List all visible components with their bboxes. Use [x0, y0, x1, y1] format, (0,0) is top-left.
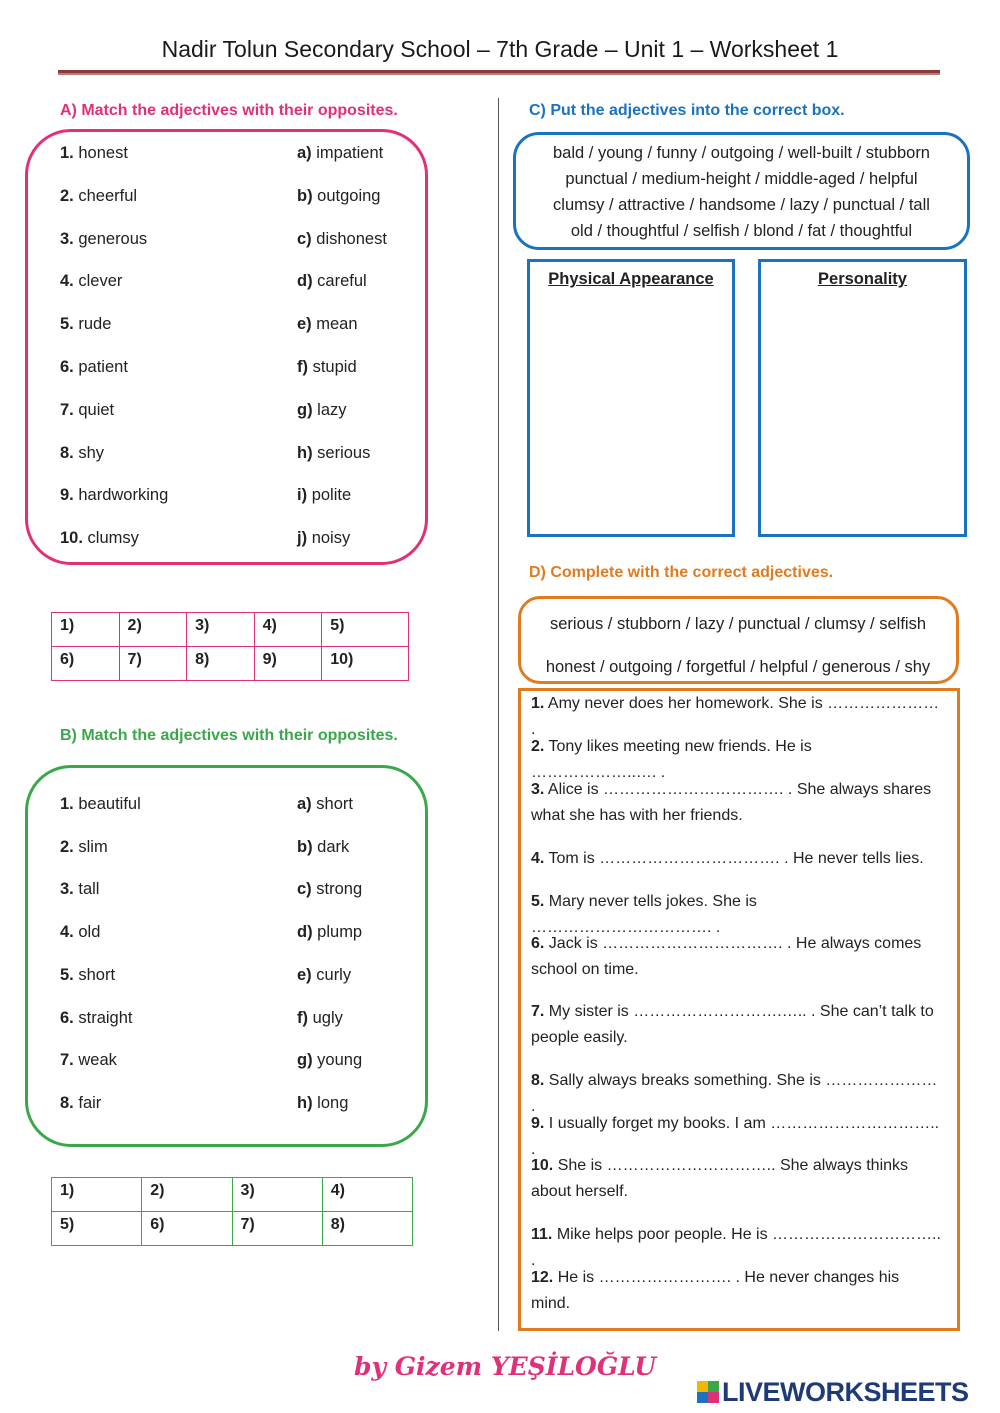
liveworksheets-logo-icon	[697, 1381, 719, 1403]
left-word: 6. patient	[60, 358, 128, 376]
left-word: 8. fair	[60, 1093, 102, 1112]
word-bank-line: honest / outgoing / forgetful / helpful / generous / shy	[545, 658, 931, 676]
right-word: j) noisy	[297, 529, 351, 548]
sentence-item[interactable]: 2. Tony likes meeting new friends. He is ………………..…. .	[531, 738, 812, 781]
answer-cell[interactable]: 5)	[52, 1212, 142, 1246]
column-divider	[498, 98, 499, 1331]
sentence-item[interactable]: 7. My sister is ……………………….….. . She can’t talk to people easily.	[531, 1003, 934, 1046]
section-b-heading: B) Match the adjectives with their opposites.	[60, 727, 398, 744]
left-word: 3. tall	[60, 880, 100, 899]
physical-appearance-title: Physical Appearance	[548, 270, 714, 288]
section-b-box	[25, 765, 428, 1147]
left-word: 4. old	[60, 923, 101, 942]
left-word: 6. straight	[60, 1008, 133, 1027]
liveworksheets-logo-text: LIVEWORKSHEETS	[722, 1376, 969, 1407]
sentence-item[interactable]: 11. Mike helps poor people. He is ………………………….. .	[531, 1226, 941, 1269]
right-word: e) mean	[297, 315, 358, 334]
word-bank-line: bald / young / funny / outgoing / well-built / stubborn	[553, 144, 930, 162]
answer-cell[interactable]: 1)	[52, 1178, 142, 1212]
personality-title: Personality	[818, 270, 907, 288]
right-word: a) impatient	[297, 144, 384, 162]
sentence-item[interactable]: 5. Mary never tells jokes. She is ……………………………. .	[531, 893, 757, 936]
answer-cell[interactable]: 8)	[322, 1212, 412, 1246]
section-a-answer-grid	[51, 612, 409, 681]
sentence-item[interactable]: 1. Amy never does her homework. She is ………………… .	[531, 695, 940, 738]
right-word: g) young	[297, 1051, 363, 1070]
section-d-heading: D) Complete with the correct adjectives.	[529, 564, 834, 581]
section-b-answer-grid	[51, 1177, 413, 1246]
answer-cell[interactable]: 7)	[232, 1212, 322, 1246]
left-word: 1. beautiful	[60, 795, 141, 813]
worksheet-title: Nadir Tolun Secondary School – 7th Grade – Unit 1 – Worksheet 1	[161, 36, 839, 62]
right-word: f) stupid	[297, 358, 357, 376]
right-word: h) long	[297, 1093, 349, 1112]
answer-cell[interactable]: 2)	[119, 613, 187, 647]
right-word: g) lazy	[297, 400, 347, 419]
sentence-item[interactable]: 10. She is ………………………….. She always thinks about herself.	[531, 1157, 909, 1200]
left-word: 10. clumsy	[60, 529, 139, 548]
answer-cell[interactable]: 9)	[254, 647, 322, 681]
left-word: 5. short	[60, 965, 116, 984]
sentence-item[interactable]: 8. Sally always breaks something. She is ………………… .	[531, 1072, 938, 1115]
title-divider	[58, 70, 940, 75]
answer-cell[interactable]: 10)	[322, 647, 409, 681]
section-a-heading: A) Match the adjectives with their opposites.	[60, 102, 398, 119]
left-word: 2. cheerful	[60, 186, 138, 205]
answer-cell[interactable]: 4)	[322, 1178, 412, 1212]
sentence-item[interactable]: 12. He is ……………………. . He never changes his mind.	[531, 1269, 900, 1312]
answer-cell[interactable]: 6)	[142, 1212, 232, 1246]
sentence-item[interactable]: 4. Tom is ……………………………. . He never tells lies.	[531, 850, 924, 867]
answer-cell[interactable]: 7)	[119, 647, 187, 681]
sentence-item[interactable]: 6. Jack is ……………………………. . He always comes school on time.	[531, 935, 922, 978]
section-d-word-bank	[520, 603, 956, 689]
answer-cell[interactable]: 4)	[254, 613, 322, 647]
author-signature: by Gizem YEŞİLOĞLU	[354, 1352, 657, 1381]
right-word: c) dishonest	[297, 229, 387, 248]
answer-cell[interactable]: 8)	[187, 647, 255, 681]
answer-cell[interactable]: 1)	[52, 613, 120, 647]
right-word: b) dark	[297, 837, 350, 856]
liveworksheets-logo[interactable]	[697, 1378, 969, 1406]
personality-box[interactable]	[758, 259, 967, 537]
left-word: 3. generous	[60, 229, 148, 248]
right-word: b) outgoing	[297, 186, 381, 205]
right-word: e) curly	[297, 965, 352, 984]
word-bank-line: serious / stubborn / lazy / punctual / clumsy / selfish	[550, 615, 926, 633]
right-word: a) short	[297, 795, 353, 813]
right-word: f) ugly	[297, 1008, 343, 1027]
physical-appearance-box[interactable]	[527, 259, 735, 537]
sentence-item[interactable]: 3. Alice is ……………………………. . She always shares what she has with her friends.	[531, 781, 932, 824]
answer-cell[interactable]: 3)	[232, 1178, 322, 1212]
answer-cell[interactable]: 6)	[52, 647, 120, 681]
sentence-item[interactable]: 9. I usually forget my books. I am ………………………….. .	[531, 1115, 940, 1158]
right-word: c) strong	[297, 880, 363, 899]
left-word: 1. honest	[60, 144, 128, 162]
left-word: 8. shy	[60, 443, 105, 462]
right-word: d) plump	[297, 923, 363, 942]
left-word: 5. rude	[60, 315, 112, 334]
left-word: 4. clever	[60, 272, 123, 291]
word-bank-line: clumsy / attractive / handsome / lazy / punctual / tall	[553, 196, 930, 214]
answer-cell[interactable]: 3)	[187, 613, 255, 647]
section-d-sentences-box	[518, 688, 960, 1331]
right-word: h) serious	[297, 443, 371, 462]
section-c-word-bank	[516, 140, 967, 244]
answer-cell[interactable]: 2)	[142, 1178, 232, 1212]
right-word: i) polite	[297, 486, 352, 505]
left-word: 7. weak	[60, 1051, 117, 1070]
word-bank-line: old / thoughtful / selfish / blond / fat / thoughtful	[570, 222, 913, 240]
word-bank-line: punctual / medium-height / middle-aged / helpful	[565, 170, 918, 188]
left-word: 7. quiet	[60, 400, 115, 419]
section-c-heading: C) Put the adjectives into the correct box.	[529, 102, 845, 119]
right-word: d) careful	[297, 272, 367, 291]
answer-cell[interactable]: 5)	[322, 613, 409, 647]
left-word: 2. slim	[60, 837, 108, 856]
left-word: 9. hardworking	[60, 486, 169, 505]
